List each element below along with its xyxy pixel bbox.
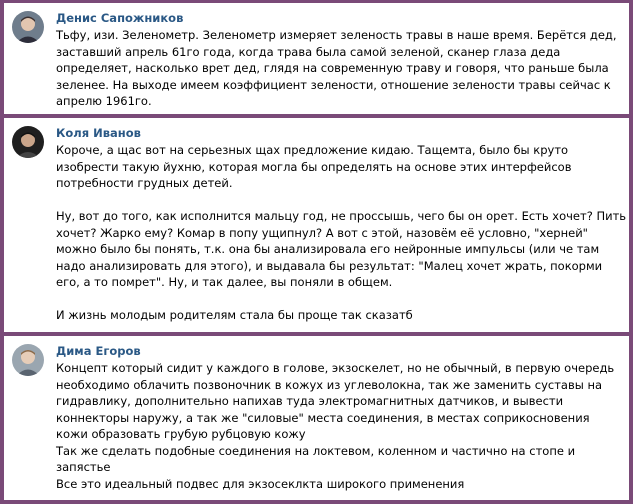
comment-text-line: заставший апрель 61го года, когда трава была самой зеленой, сканер глаза деда — [56, 44, 561, 59]
comment-author-name[interactable]: Денис Сапожников — [56, 11, 184, 25]
comment-text-line: гидравлику, дополнительно напихав туда электромагнитных датчиков, и вывести — [56, 394, 564, 408]
comment-text-line: Так же сделать подобные соединения на локтевом, коленном и частично на стопе и — [56, 443, 576, 458]
comment-text-line: потребности грудных детей. — [56, 176, 233, 190]
comment-text-line: хочет? Жарко ему? Комар в попу ущипнул? А вот с этой, назовём её условно, "херней" — [56, 225, 588, 240]
paragraph-gap — [56, 291, 623, 308]
comment-author-name[interactable]: Коля Иванов — [56, 126, 141, 140]
comment-text-line: Все это идеальный подвес для экзосеклкта широкого применения — [56, 476, 465, 491]
comment-text — [56, 142, 627, 324]
user-avatar-icon[interactable] — [12, 126, 44, 158]
comment-text — [56, 27, 623, 110]
comment-card — [4, 3, 629, 114]
comment-text-line: Тьфу, изи. Зеленометр. Зеленометр измеряет зеленость травы в наше время. Берётся дед, — [56, 28, 617, 42]
comment-author-name[interactable]: Дима Егоров — [56, 344, 141, 358]
comment-text-line: можно было бы понять, т.к. она бы анализировала его нейронные импульсы (или че там — [56, 242, 600, 256]
comment-text-line: коннекторы наружу, а так же "силовые" места соединения, в местах соприкосновения — [56, 410, 590, 425]
comment-card — [4, 336, 629, 500]
comment-text-line: запястье — [56, 460, 111, 474]
user-avatar-icon[interactable] — [12, 344, 44, 376]
comment-text-line: определяет, насколько врет дед, глядя на современную траву и говоря, что раньше была — [56, 61, 609, 75]
comment-text-line: кожи образовать грубую рубцовую кожу — [56, 427, 306, 441]
user-avatar-icon[interactable] — [12, 11, 44, 43]
comment-text-line: его, а то помрет". Ну, и так далее, вы поняли в общем. — [56, 275, 393, 289]
comment-text-line: Концепт который сидит у каждого в голове, экзоскелет, но не обычный, в первую очередь — [56, 361, 615, 375]
comment-text-line: изобрести такую йухню, которая могла бы определять на основе этих интерфейсов — [56, 159, 572, 174]
comment-text-line: надо анализировать для этого), и выдавала бы результат: "Малец хочет жрать, покорми — [56, 258, 603, 273]
paragraph-gap — [56, 192, 623, 209]
comment-text-line: Короче, а щас вот на серьезных щах предложение кидаю. Тащемта, было бы круто — [56, 143, 569, 157]
comment-card — [4, 118, 629, 332]
comment-text-line: апрелю 1961го. — [56, 94, 152, 108]
comment-text — [56, 360, 623, 492]
comment-text-line: Ну, вот до того, как исполнится мальцу год, не проссышь, чего бы он орет. Есть хочет? Пить — [56, 209, 627, 223]
comment-text-line: необходимо облачить позвоночник в кожух из углеволокна, так же заменить суставы на — [56, 377, 603, 392]
comment-text-line: зеленее. На выходе имеем коэффициент зелености, отношение зелености травы сейчас к — [56, 77, 611, 92]
comment-text-line: И жизнь молодым родителям стала бы проще так сказатб — [56, 308, 413, 322]
